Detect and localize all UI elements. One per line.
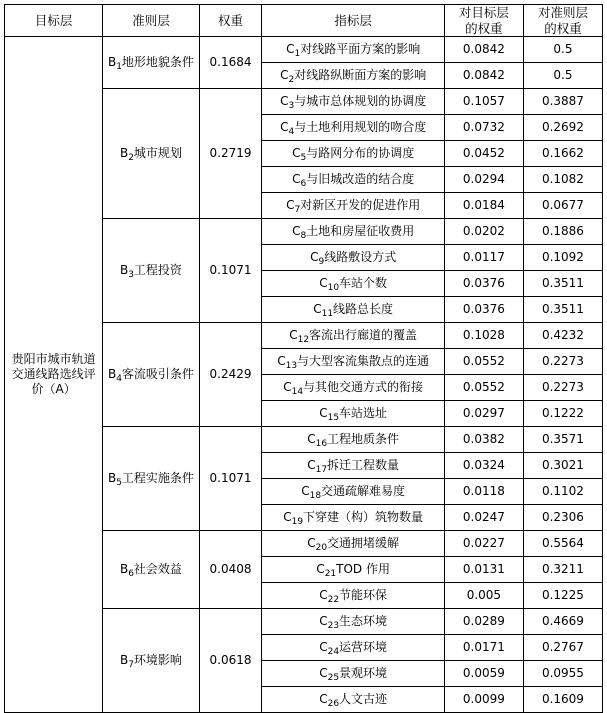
criteria-cell-1 [103, 37, 199, 89]
criteria-cell-6 [103, 531, 199, 609]
index-label: 与旧城改造的结合度 [306, 172, 415, 187]
index-cell [262, 271, 444, 297]
index-code: $C_{26}$ [319, 692, 340, 710]
index-cell [262, 141, 444, 167]
index-code: $C_5$ [292, 146, 307, 164]
index-label: 景观环境 [339, 666, 388, 681]
index-cell [262, 89, 444, 115]
index-code: $C_8$ [292, 224, 307, 242]
weight-to-criteria: 0.1082 [523, 167, 602, 193]
index-cell [262, 401, 444, 427]
index-label: 与城市总体规划的协调度 [294, 94, 427, 109]
weight-to-goal: 0.0118 [444, 479, 523, 505]
index-code: $C_9$ [310, 250, 325, 268]
weight-to-goal: 0.0247 [444, 505, 523, 531]
criteria-cell-3 [103, 219, 199, 323]
weight-to-criteria: 0.0677 [523, 193, 602, 219]
index-label: 车站个数 [339, 276, 388, 291]
index-cell [262, 349, 444, 375]
weight-to-criteria: 0.1092 [523, 245, 602, 271]
index-cell [262, 193, 444, 219]
index-code: $C_6$ [292, 172, 307, 190]
criteria-label: 地形地貌条件 [121, 55, 194, 70]
criteria-label: 客流吸引条件 [121, 367, 194, 382]
index-label: 客流出行廊道的覆盖 [309, 328, 418, 343]
index-code: $C_{20}$ [307, 536, 328, 554]
index-cell [262, 453, 444, 479]
index-label: 与土地利用规划的吻合度 [294, 120, 427, 135]
criteria-cell-5 [103, 427, 199, 531]
column-header-criteria: 准则层 [103, 5, 199, 37]
weight-to-goal: 0.0382 [444, 427, 523, 453]
index-code: $C_{25}$ [319, 666, 340, 684]
goal-cell: 贵阳市城市轨道交通线路选线评价（A） [5, 37, 103, 713]
index-code: $C_{16}$ [307, 432, 328, 450]
index-label: 线路敷设方式 [324, 250, 397, 265]
index-code: $C_{15}$ [319, 406, 340, 424]
criteria-code: $B_2$ [119, 146, 134, 164]
weight-to-criteria: 0.5 [523, 63, 602, 89]
index-code: $C_{21}$ [316, 562, 337, 580]
weight-to-goal: 0.0842 [444, 37, 523, 63]
index-cell [262, 479, 444, 505]
weight-to-goal: 0.0227 [444, 531, 523, 557]
index-cell [262, 505, 444, 531]
column-header-weight: 权重 [199, 5, 262, 37]
index-code: $C_{23}$ [319, 614, 340, 632]
weight-to-goal-line1: 对目标层 [458, 5, 509, 20]
weight-to-criteria: 0.2692 [523, 115, 602, 141]
weight-to-goal: 0.0099 [444, 687, 523, 713]
index-label: 交通拥堵缓解 [327, 536, 400, 551]
weight-to-criteria: 0.4669 [523, 609, 602, 635]
index-code: $C_7$ [286, 198, 301, 216]
index-label: 对新区开发的促进作用 [300, 198, 421, 213]
index-code: $C_{12}$ [289, 328, 310, 346]
header-row [5, 5, 603, 37]
index-label: 拆迁工程数量 [327, 458, 400, 473]
weights-table [4, 4, 603, 713]
weight-to-goal: 0.0059 [444, 661, 523, 687]
index-label: 节能环保 [339, 588, 388, 603]
index-label: 人文古迹 [339, 692, 388, 707]
index-label: 车站选址 [339, 406, 388, 421]
index-code: $C_{10}$ [319, 276, 340, 294]
index-label: 对线路纵断面方案的影响 [294, 68, 427, 83]
index-cell [262, 167, 444, 193]
criteria-label: 工程投资 [133, 263, 182, 278]
weight-to-goal: 0.0184 [444, 193, 523, 219]
index-cell [262, 609, 444, 635]
index-code: $C_{13}$ [277, 354, 298, 372]
index-label: 工程地质条件 [327, 432, 400, 447]
weight-to-criteria: 0.4232 [523, 323, 602, 349]
index-label: 与大型客流集散点的连通 [297, 354, 430, 369]
weight-to-criteria: 0.3511 [523, 297, 602, 323]
criteria-label: 城市规划 [133, 146, 182, 161]
weight-to-criteria: 0.5 [523, 37, 602, 63]
weight-to-criteria: 0.3021 [523, 453, 602, 479]
index-cell [262, 687, 444, 713]
weight-to-criteria: 0.1886 [523, 219, 602, 245]
index-label: 运营环境 [339, 640, 388, 655]
index-code: $C_{14}$ [283, 380, 304, 398]
index-code: $C_{19}$ [283, 510, 304, 528]
index-code: $C_4$ [280, 120, 295, 138]
criteria-code: $B_1$ [107, 55, 122, 73]
criteria-label: 环境影响 [133, 653, 182, 668]
criteria-weight: 0.2719 [199, 89, 262, 219]
criteria-weight: 0.1684 [199, 37, 262, 89]
weight-to-criteria: 0.1222 [523, 401, 602, 427]
weight-to-goal: 0.0452 [444, 141, 523, 167]
criteria-cell-4 [103, 323, 199, 427]
table-row [5, 37, 603, 63]
criteria-code: $B_7$ [119, 653, 134, 671]
weight-to-criteria: 0.3571 [523, 427, 602, 453]
index-cell [262, 37, 444, 63]
table-header [5, 5, 603, 37]
weight-to-criteria: 0.5564 [523, 531, 602, 557]
index-code: $C_{11}$ [313, 302, 334, 320]
index-cell [262, 635, 444, 661]
weight-to-goal: 0.0842 [444, 63, 523, 89]
weight-to-criteria: 0.1102 [523, 479, 602, 505]
weight-to-criteria: 0.3887 [523, 89, 602, 115]
column-header-index: 指标层 [262, 5, 444, 37]
criteria-label: 工程实施条件 [121, 471, 194, 486]
index-label: 生态环境 [339, 614, 388, 629]
index-code: $C_2$ [280, 68, 295, 86]
index-cell [262, 661, 444, 687]
weight-to-goal: 0.005 [444, 583, 523, 609]
weight-to-goal: 0.0297 [444, 401, 523, 427]
index-cell [262, 583, 444, 609]
weight-to-criteria: 0.3211 [523, 557, 602, 583]
weight-to-criteria: 0.2273 [523, 375, 602, 401]
criteria-code: $B_3$ [119, 263, 134, 281]
criteria-code: $B_6$ [119, 562, 134, 580]
index-code: $C_{17}$ [307, 458, 328, 476]
criteria-weight: 0.2429 [199, 323, 262, 427]
index-code: $C_{22}$ [319, 588, 340, 606]
weight-to-goal: 0.0131 [444, 557, 523, 583]
index-cell [262, 297, 444, 323]
weight-to-goal: 0.0552 [444, 375, 523, 401]
weight-to-criteria: 0.2273 [523, 349, 602, 375]
weight-to-criteria: 0.1609 [523, 687, 602, 713]
index-cell [262, 219, 444, 245]
criteria-code: $B_4$ [107, 367, 122, 385]
weight-to-goal: 0.1028 [444, 323, 523, 349]
weight-to-goal: 0.0202 [444, 219, 523, 245]
weight-to-criteria-line1: 对准则层 [537, 5, 588, 20]
weight-to-goal-line2: 的权重 [465, 20, 503, 36]
index-cell [262, 245, 444, 271]
criteria-code: $B_5$ [107, 471, 122, 489]
index-cell [262, 323, 444, 349]
weight-to-criteria: 0.3511 [523, 271, 602, 297]
weight-to-criteria: 0.2767 [523, 635, 602, 661]
weight-to-goal: 0.0289 [444, 609, 523, 635]
weight-to-criteria-line2: 的权重 [544, 20, 582, 36]
index-cell [262, 375, 444, 401]
criteria-weight: 0.0618 [199, 609, 262, 713]
weight-to-goal: 0.1057 [444, 89, 523, 115]
criteria-cell-7 [103, 609, 199, 713]
index-label: 下穿建（构）筑物数量 [303, 510, 424, 525]
index-cell [262, 531, 444, 557]
index-label: 与其他交通方式的衔接 [303, 380, 424, 395]
column-header-weight-to-criteria [523, 5, 602, 37]
index-label: 与路网分布的协调度 [306, 146, 415, 161]
index-code: $C_3$ [280, 94, 295, 112]
weight-to-goal: 0.0294 [444, 167, 523, 193]
weight-to-goal: 0.0552 [444, 349, 523, 375]
index-cell [262, 63, 444, 89]
weight-to-goal: 0.0732 [444, 115, 523, 141]
criteria-label: 社会效益 [133, 562, 182, 577]
criteria-weight: 0.0408 [199, 531, 262, 609]
index-cell [262, 427, 444, 453]
index-code: $C_{24}$ [319, 640, 340, 658]
column-header-goal: 目标层 [5, 5, 103, 37]
criteria-weight: 0.1071 [199, 219, 262, 323]
weight-to-goal: 0.0376 [444, 271, 523, 297]
weight-to-criteria: 0.1662 [523, 141, 602, 167]
criteria-weight: 0.1071 [199, 427, 262, 531]
weight-to-goal: 0.0117 [444, 245, 523, 271]
index-cell [262, 115, 444, 141]
index-code: $C_1$ [286, 42, 301, 60]
index-label: TOD 作用 [336, 562, 390, 577]
column-header-weight-to-goal [444, 5, 523, 37]
weight-to-criteria: 0.0955 [523, 661, 602, 687]
weight-to-goal: 0.0376 [444, 297, 523, 323]
weight-to-goal: 0.0324 [444, 453, 523, 479]
table-body [5, 37, 603, 713]
weight-to-criteria: 0.1225 [523, 583, 602, 609]
criteria-cell-2 [103, 89, 199, 219]
index-label: 土地和房屋征收费用 [306, 224, 415, 239]
weight-to-goal: 0.0171 [444, 635, 523, 661]
index-cell [262, 557, 444, 583]
index-code: $C_{18}$ [301, 484, 322, 502]
index-label: 线路总长度 [333, 302, 394, 317]
weight-to-criteria: 0.2306 [523, 505, 602, 531]
index-label: 对线路平面方案的影响 [300, 42, 421, 57]
index-label: 交通疏解难易度 [321, 484, 406, 499]
